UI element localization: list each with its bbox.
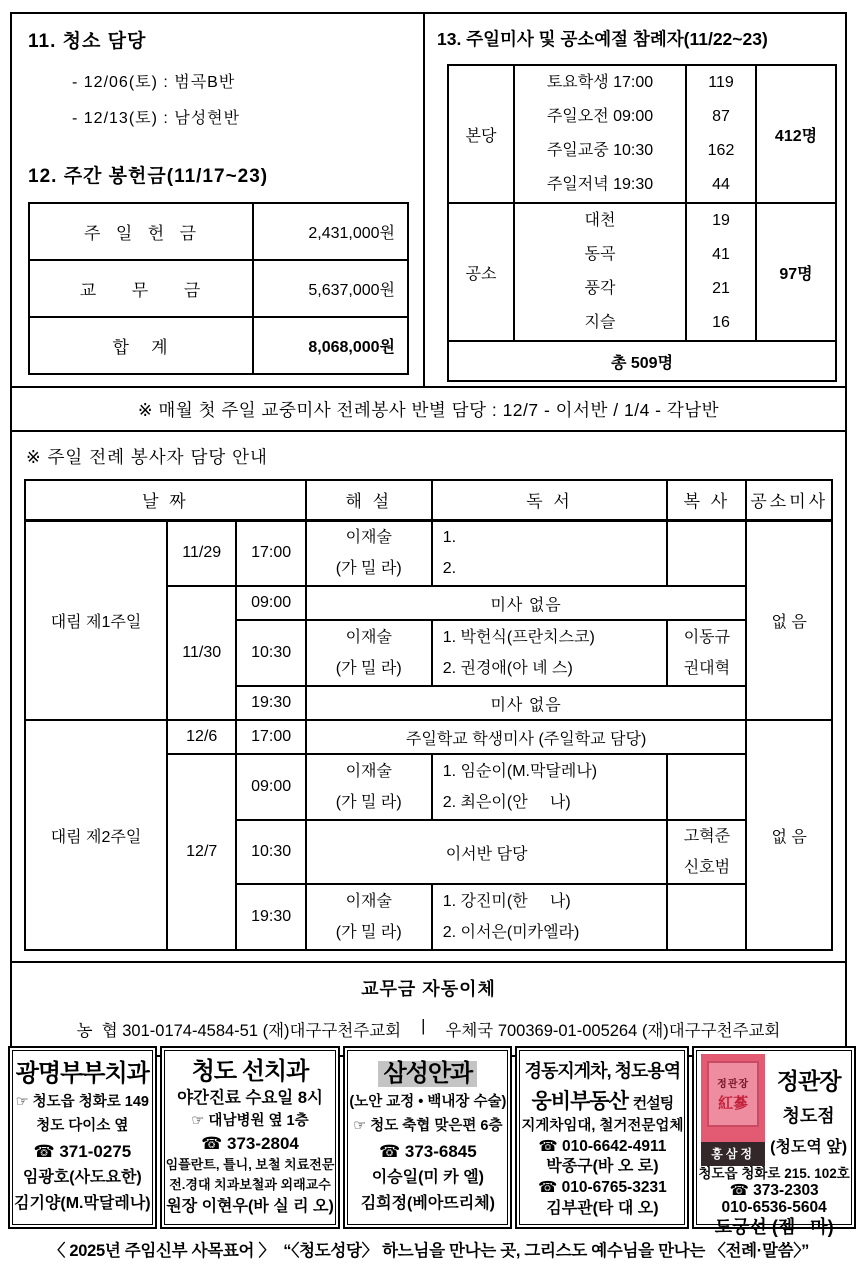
right-pane	[425, 14, 845, 386]
mass-count: 87	[712, 108, 730, 125]
mass-count: 44	[712, 176, 730, 193]
ad-person: 임광호(사도요한)	[22, 1169, 142, 1187]
station-count: 19	[712, 212, 730, 229]
baptismal-name: (가 밀 라)	[335, 794, 402, 811]
product-brand: 정관장	[717, 1079, 750, 1090]
no-mass-note: 미사 없음	[306, 686, 747, 720]
ad-title-main: 웅비부동산	[531, 1090, 628, 1114]
time-cell: 19:30	[236, 686, 305, 720]
ad-title: 경동지게차, 청도용역	[524, 1060, 681, 1081]
commentator: 이재술	[345, 893, 392, 910]
ad-hours: 야간진료 수요일 8시	[177, 1088, 323, 1107]
left-pane	[12, 14, 425, 386]
ad-content	[696, 1050, 851, 1238]
top-section	[12, 14, 845, 386]
offering-total: 8,068,000원	[253, 317, 408, 374]
group-total: 412명	[756, 65, 836, 203]
ads-strip	[8, 1046, 850, 1238]
ad-title: 삼성안과	[378, 1061, 477, 1086]
ad-person: 김부관(타 대 오)	[546, 1199, 659, 1217]
offering-label: 합 계	[29, 317, 253, 374]
post-office-account: 우체국 700369-01-005264 (재)대구구천주교회	[445, 1022, 781, 1040]
offering-title: 12. 주간 봉헌금(11/17~23)	[28, 166, 269, 187]
ad-phone: ☎ 373-2303	[729, 1181, 819, 1199]
baptismal-name: (가 밀 라)	[335, 560, 402, 578]
commentator: 이재술	[345, 763, 392, 780]
mass-count: 162	[707, 142, 735, 159]
station-label: 동곡	[584, 246, 616, 263]
reader-1: 1. 임순이(M.막달레나)	[442, 763, 598, 780]
reader-1: 1. 박헌식(프란치스코)	[442, 629, 595, 646]
pastoral-motto: 〈 2025년 주임신부 사목표어 〉 “〈청도성당〉 하느님을 만나는 곳, 그리스도 예수님을 만나는 〈전례·말씀〉”	[48, 1242, 810, 1260]
table-row	[448, 65, 836, 203]
server-cell	[667, 820, 746, 884]
week2-label: 대림 제2주일	[25, 720, 167, 950]
ad-person: 박종구(바 오 로)	[546, 1158, 659, 1176]
server-cell	[667, 884, 746, 950]
baptismal-name: (가 밀 라)	[335, 660, 402, 677]
cleaning-title: 11. 청소 담당	[28, 31, 147, 52]
grand-total: 총 509명	[448, 341, 836, 381]
ad-phone: ☎ 010-6765-3231	[538, 1179, 667, 1197]
time-cell: 19:30	[236, 884, 305, 950]
time-cell: 17:00	[236, 520, 305, 586]
ad-dental-gwangmyeong	[8, 1046, 157, 1229]
ad-person: 원장 이현우(바 실 리 오)	[166, 1197, 334, 1215]
group-total: 97명	[756, 203, 836, 341]
attendance-counts	[686, 203, 756, 341]
reader-2: 2. 이서은(미카엘라)	[442, 924, 580, 941]
commentary-cell	[306, 884, 432, 950]
date-cell: 11/29	[167, 520, 236, 586]
reader-2: 2. 권경애(아 녜 스)	[442, 660, 573, 677]
table-row	[29, 260, 408, 317]
offering-amount: 2,431,000원	[253, 203, 408, 260]
ad-header	[701, 1054, 847, 1166]
station-count: 21	[712, 280, 730, 297]
ad-red-ginseng	[692, 1046, 855, 1238]
table-row	[29, 317, 408, 374]
schedule-table	[24, 479, 833, 951]
baptismal-name: (가 밀 라)	[335, 924, 402, 941]
ad-address: 청도읍 청화로 215. 102호	[698, 1166, 850, 1181]
ad-phone: ☎ 010-6642-4911	[538, 1137, 667, 1155]
server-schedule-section	[12, 430, 845, 961]
table-row	[25, 520, 832, 586]
no-mass-note: 미사 없음	[306, 586, 747, 620]
offering-label: 교 무 금	[29, 260, 253, 317]
time-cell: 10:30	[236, 620, 305, 686]
date-cell: 12/6	[167, 720, 236, 754]
col-reading: 독 서	[432, 480, 668, 520]
time-cell: 09:00	[236, 754, 305, 820]
ad-landmark: ☞ 대남병원 옆 1층	[191, 1112, 309, 1129]
table-row	[448, 341, 836, 381]
ad-title: 정관장	[776, 1068, 841, 1094]
station-count: 41	[712, 246, 730, 263]
time-cell: 09:00	[236, 586, 305, 620]
reading-cell	[432, 620, 668, 686]
ad-address: ☞ 청도읍 청화로 149	[15, 1094, 149, 1111]
ad-person: 이승일(미 카 엘)	[371, 1169, 484, 1187]
commentary-cell	[306, 520, 432, 586]
station-label: 대천	[584, 212, 616, 229]
reading-cell	[432, 884, 668, 950]
ad-content	[12, 1050, 153, 1225]
table-row	[448, 203, 836, 341]
mass-label: 주일저녁 19:30	[546, 176, 654, 193]
ad-services: 지게차임대, 철거전문업체	[521, 1118, 684, 1135]
ad-dental-sun	[160, 1046, 341, 1229]
date-cell: 12/7	[167, 754, 236, 950]
reading-cell	[432, 754, 668, 820]
mass-label: 주일교중 10:30	[546, 142, 654, 159]
transfer-section	[12, 961, 845, 1055]
nonghyup-account: 농 협 301-0174-4584-51 (재)대구구천주교회	[76, 1022, 402, 1040]
ad-title: 청도 선치과	[191, 1057, 309, 1085]
server-cell	[667, 520, 746, 586]
offering-label: 주 일 헌 금	[29, 203, 253, 260]
mass-label: 주일오전 09:00	[546, 108, 654, 125]
attendance-masses	[514, 65, 686, 203]
station-label: 지슬	[584, 314, 616, 331]
attendance-group: 본당	[448, 65, 514, 203]
col-server: 복 사	[667, 480, 746, 520]
ad-content	[347, 1050, 508, 1225]
ad-realty-forklift	[515, 1046, 689, 1229]
attendance-counts	[686, 65, 756, 203]
date-cell: 11/30	[167, 586, 236, 720]
schedule-heading: ※ 주일 전례 봉사자 담당 안내	[26, 447, 268, 467]
attendance-group: 공소	[448, 203, 514, 341]
col-date: 날 짜	[25, 480, 306, 520]
altar-server: 고혁준	[683, 828, 731, 845]
transfer-title: 교무금 자동이체	[361, 979, 496, 999]
col-commentary: 해 설	[306, 480, 432, 520]
ad-landmark: (청도역 앞)	[770, 1139, 848, 1156]
ad-person: 도궁선 (젬 마)	[714, 1217, 834, 1238]
server-cell	[667, 620, 746, 686]
table-header-row	[25, 480, 832, 520]
time-cell: 10:30	[236, 820, 305, 884]
reader-2: 2. 최은이(안 나)	[442, 794, 571, 811]
altar-server: 이동규	[683, 629, 731, 646]
ad-phone: ☎ 371-0275	[33, 1142, 132, 1162]
ad-landmark: ☞ 청도 축협 맞은편 6층	[353, 1118, 503, 1135]
commentator: 이재술	[345, 529, 392, 547]
commentary-cell	[306, 620, 432, 686]
school-mass-note: 주일학교 학생미사 (주일학교 담당)	[306, 720, 747, 754]
reader-1: 1.	[442, 529, 457, 547]
commentary-cell	[306, 754, 432, 820]
ad-titles	[770, 1063, 847, 1157]
ad-eye-clinic	[343, 1046, 512, 1229]
bank-accounts	[12, 1017, 845, 1041]
server-cell	[667, 754, 746, 820]
gongso-cell: 없 음	[746, 720, 832, 950]
time-cell: 17:00	[236, 720, 305, 754]
product-name: 홍삼정	[701, 1142, 765, 1166]
ad-branch: 청도점	[782, 1106, 835, 1126]
mass-count: 119	[708, 74, 734, 91]
ad-content	[519, 1050, 685, 1225]
table-row	[29, 203, 408, 260]
ad-title-2	[532, 1085, 674, 1115]
separator: |	[421, 1017, 426, 1035]
reader-2: 2.	[442, 560, 457, 578]
cleaning-list	[72, 65, 409, 137]
product-label	[707, 1061, 759, 1127]
altar-server: 신호범	[683, 859, 731, 876]
ad-services: (노안 교정 • 백내장 수술)	[349, 1094, 507, 1111]
reader-1: 1. 강진미(한 나)	[442, 893, 571, 910]
ginseng-product-image	[701, 1054, 765, 1166]
ad-title: 광명부부치과	[15, 1060, 149, 1088]
reading-cell	[432, 520, 668, 586]
product-hanja: 紅蔘	[718, 1095, 749, 1112]
ad-phone: ☎ 373-6845	[378, 1142, 477, 1162]
first-sunday-notice: ※ 매월 첫 주일 교중미사 전례봉사 반별 담당 : 12/7 - 이서반 / 1/4 - 각남반	[12, 386, 845, 430]
altar-server: 권대혁	[683, 660, 731, 677]
ad-content	[164, 1050, 337, 1225]
class-duty-note: 이서반 담당	[306, 820, 668, 884]
ad-landmark: 청도 다이소 옆	[36, 1118, 129, 1135]
attendance-title: 13. 주일미사 및 공소예절 참례자(11/22~23)	[437, 29, 768, 49]
ad-person: 김기양(M.막달레나)	[14, 1195, 151, 1213]
gongso-cell: 없 음	[746, 520, 832, 720]
attendance-table	[447, 64, 837, 382]
bulletin-page	[10, 12, 847, 1057]
mass-label: 토요학생 17:00	[546, 74, 654, 91]
cleaning-item: - 12/06(토) : 범곡B반	[72, 74, 236, 91]
col-gongso: 공소미사	[746, 480, 832, 520]
table-row	[25, 720, 832, 754]
offering-amount: 5,637,000원	[253, 260, 408, 317]
station-label: 풍각	[584, 280, 616, 297]
station-count: 16	[712, 314, 730, 331]
ad-phone: ☎ 373-2804	[201, 1133, 299, 1153]
ad-services: 임플란트, 틀니, 보철 치료전문	[165, 1157, 335, 1173]
ad-phone: 010-6536-5604	[721, 1199, 827, 1217]
offering-table	[28, 202, 409, 375]
cleaning-item: - 12/13(토) : 남성현반	[72, 110, 241, 127]
week1-label: 대림 제1주일	[25, 520, 167, 720]
ad-person: 김희정(베아뜨리체)	[360, 1195, 495, 1213]
ad-title-suffix: 컨설팅	[632, 1095, 674, 1113]
commentator: 이재술	[345, 629, 392, 646]
attendance-stations	[514, 203, 686, 341]
ad-credential: 전.경대 치과보철과 외래교수	[169, 1177, 331, 1192]
